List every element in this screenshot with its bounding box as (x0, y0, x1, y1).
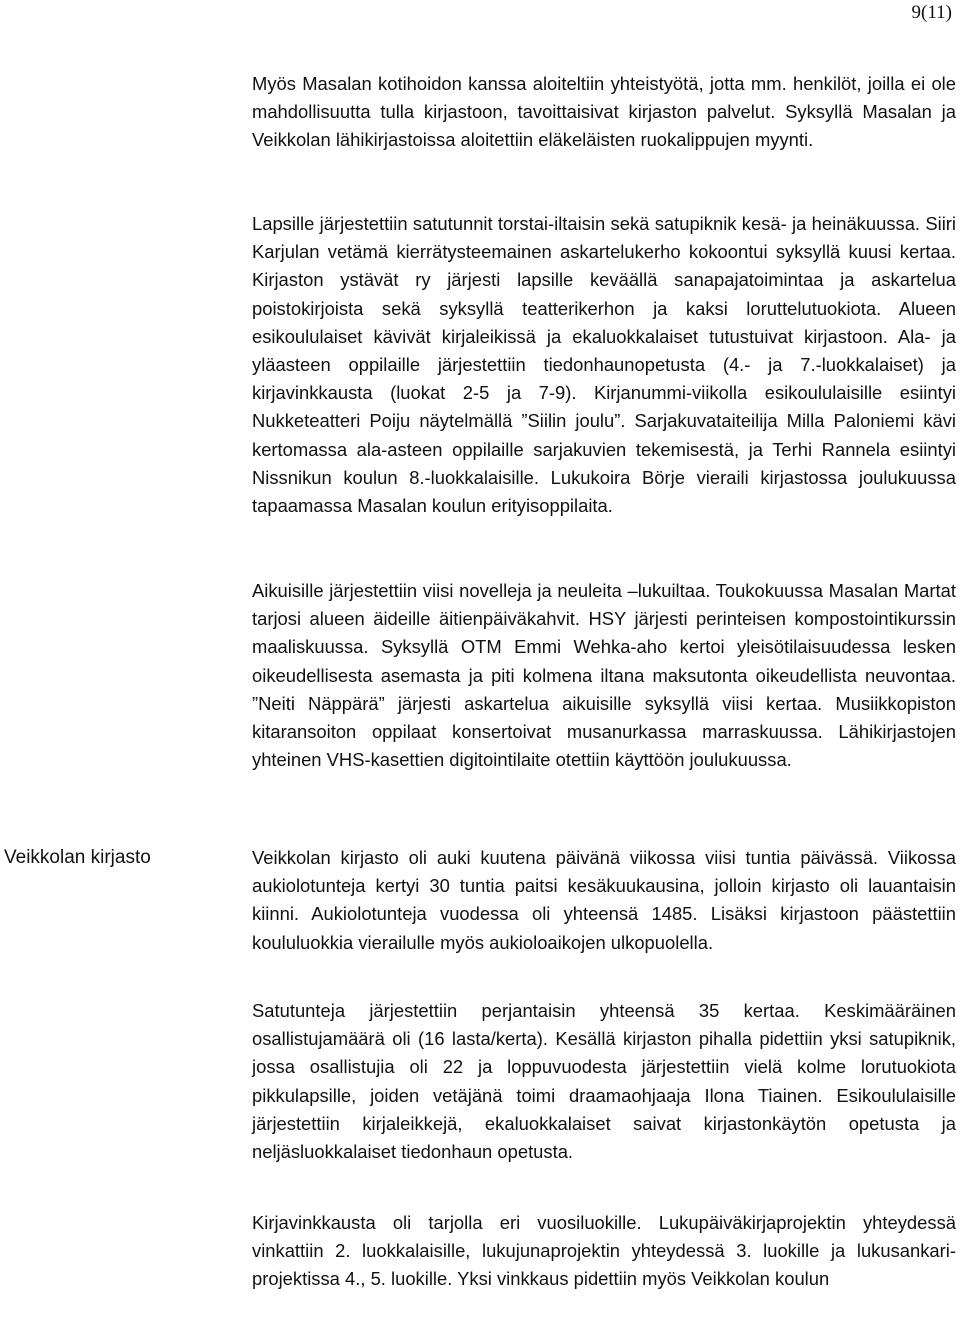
paragraph-veikkola-opening-hours: Veikkolan kirjasto oli auki kuutena päivänä viikossa viisi tuntia päivässä. Viikossa aukiolotunteja kertyi 30 tuntia paitsi kesäkuukausina, jolloin kirjasto oli lauantaisin kiinni. Aukiolotunteja vuodessa oli yhteensä 1485. Lisäksi kirjastoon päästettiin koululuokkia vierailulle myös aukioloaikojen ulkopuolella. (252, 847, 956, 953)
paragraph-masala-homecare: Myös Masalan kotihoidon kanssa aloiteltiin yhteistyötä, jotta mm. henkilöt, joilla ei ole mahdollisuutta tulla kirjastoon, tavoittaisivat kirjaston palvelut. Syksyllä Masalan ja Veikkolan lähikirjastoissa aloitettiin eläkeläisten ruokalippujen myynti. (252, 73, 956, 151)
paragraph-masala-adults: Aikuisille järjestettiin viisi novelleja ja neuleita –lukuiltaa. Toukokuussa Masalan Martat tarjosi alueen äideille äitienpäiväkahvit. HSY järjesti perinteisen kompostointikurssin maaliskuussa. Syksyllä OTM Emmi Wehka-aho kertoi yleisötilaisuudessa lesken oikeudellisesta asemasta ja piti kolmena iltana maksutonta oikeudellista neuvontaa. ”Neiti Näppärä” järjesti askartelua aikuisille syksyllä viisi kertaa. Musiikkopiston kitaransoiton oppilaat konsertoivat musanurkassa marraskuussa. Lähikirjastojen yhteinen VHS-kasettien digitointilaite otettiin käyttöön joulukuussa. (252, 580, 956, 771)
page-number: 9(11) (911, 2, 952, 23)
paragraph-veikkola-storytimes: Satutunteja järjestettiin perjantaisin yhteensä 35 kertaa. Keskimääräinen osallistujamäärä oli (16 lasta/kerta). Kesällä kirjaston pihalla pidettiin yksi satupiknik, jossa osallistujia oli 22 ja loppuvuodesta järjestettiin vielä kolme lorutuokiota pikkulapsille, joiden vetäjänä toimi draamaohjaaja Ilona Tiainen. Esikoululaisille järjestettiin kirjaleikkejä, ekaluokkalaiset saivat kirjastonkäytön opetusta ja neljäsluokkalaiset tiedonhaun opetusta. (252, 1000, 956, 1163)
paragraph-masala-children: Lapsille järjestettiin satutunnit torstai-iltaisin sekä satupiknik kesä- ja heinäkuussa. Siiri Karjulan vetämä kierrätysteemainen askartelukerho kokoontui syksyllä kuusi kertaa. Kirjaston ystävät ry järjesti lapsille keväällä sanapajatoimintaa ja askartelua poistokirjoista sekä syksyllä teatterikerhon ja kaksi loruttelutuokiota. Alueen esikoululaiset kävivät kirjaleikissä ja ekaluokkalaiset tutustuivat kirjastoon. Ala- ja yläasteen oppilaille järjestettiin tiedonhaunopetusta (4.- ja 7.-luokkalaiset) ja kirjavinkkausta (luokat 2-5 ja 7-9). Kirjanummi-viikolla esikoululaisille esiintyi Nukketeatteri Poiju näytelmällä ”Siilin joulu”. Sarjakuvataiteilija Milla Paloniemi kävi kertomassa ala-asteen oppilaille sarjakuvien tekemisestä, ja Terhi Rannela esiintyi Nissnikun koulun 8.-luokkalaisille. Lukukoira Börje vieraili kirjastossa joulukuussa tapaamassa Masalan koulun erityisoppilaita. (252, 213, 956, 517)
paragraph-veikkola-booktalks: Kirjavinkkausta oli tarjolla eri vuosiluokille. Lukupäiväkirjaprojektin yhteydessä vinkattiin 2. luokkalaisille, lukujunaprojektin yhteydessä 3. luokille ja lukusankari-projektissa 4., 5. luokille. Yksi vinkkaus pidettiin myös Veikkolan koulun (252, 1212, 956, 1290)
section-heading-veikkola: Veikkolan kirjasto (4, 847, 151, 868)
